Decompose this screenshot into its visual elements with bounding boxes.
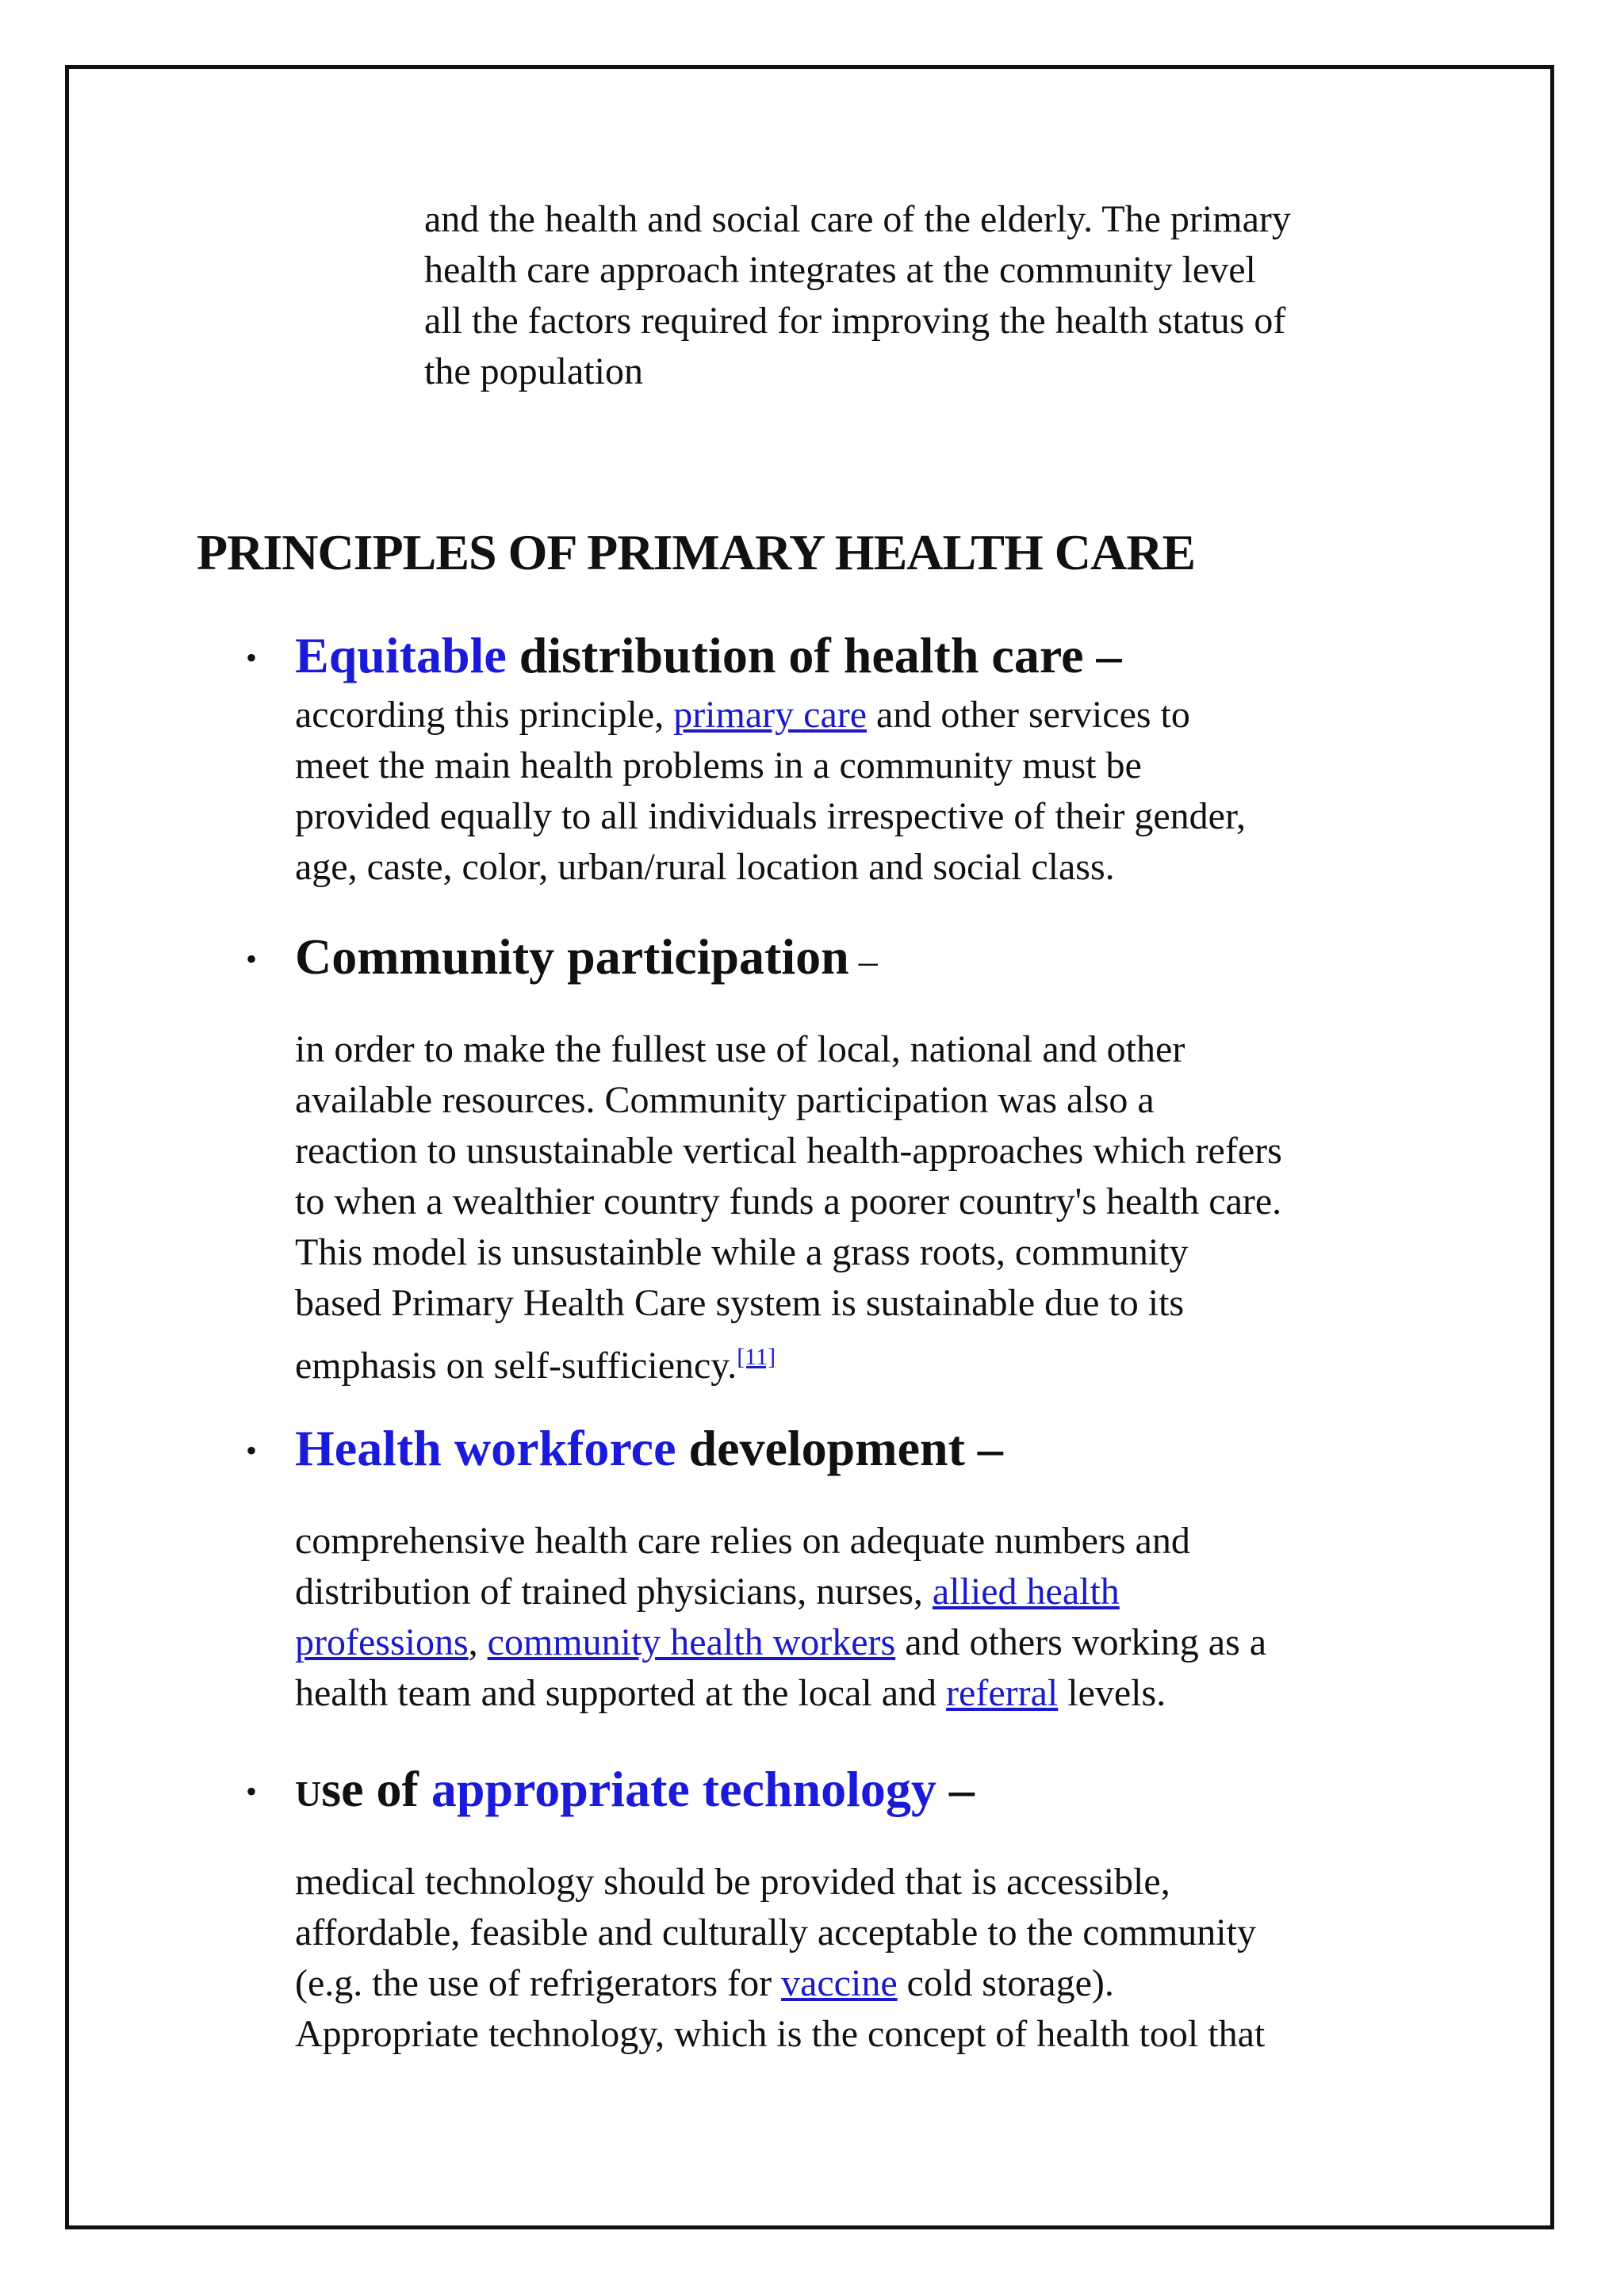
- reference-link[interactable]: [11]: [737, 1344, 776, 1370]
- body-line: Appropriate technology, which is the concept of health tool that: [295, 2013, 1266, 2055]
- principle-title: [295, 1419, 1003, 1478]
- principle-body: [295, 1857, 1469, 2060]
- body-text: according this principle,: [295, 694, 674, 736]
- title-accent: Health workforce: [295, 1420, 676, 1476]
- body-text: health team and supported at the local and: [295, 1672, 947, 1714]
- body-line: available resources. Community participation was also a: [295, 1079, 1155, 1121]
- body-line: [295, 690, 1469, 740]
- body-line: [295, 1958, 1469, 2009]
- link-professions[interactable]: professions: [295, 1621, 469, 1663]
- body-line: [295, 1567, 1469, 1617]
- body-line: affordable, feasible and culturally acceptable to the community: [295, 1911, 1256, 1954]
- bullet-icon: •: [246, 941, 258, 977]
- body-text: ,: [468, 1621, 488, 1663]
- link-allied-health[interactable]: allied health: [932, 1571, 1120, 1613]
- bullet-icon: •: [246, 1774, 258, 1809]
- intro-line: all the factors required for improving the health status of: [424, 300, 1286, 342]
- body-line: meet the main health problems in a community must be: [295, 744, 1142, 786]
- title-rest: development –: [676, 1420, 1003, 1476]
- body-line: reaction to unsustainable vertical health-approaches which refers: [295, 1130, 1282, 1172]
- title-dash: –: [936, 1761, 975, 1817]
- intro-paragraph: [424, 194, 1439, 397]
- principle-body: [295, 690, 1469, 893]
- principle-body: [295, 1516, 1469, 1719]
- principle-title: [295, 626, 1121, 685]
- title-initial: U: [295, 1774, 322, 1814]
- body-line: This model is unsustainble while a grass roots, community: [295, 1231, 1189, 1273]
- link-primary-care[interactable]: primary care: [673, 694, 868, 736]
- body-line: [295, 1668, 1469, 1719]
- body-line: provided equally to all individuals irrespective of their gender,: [295, 795, 1247, 837]
- title-accent: Equitable: [295, 627, 507, 683]
- title-text: Community participation: [295, 928, 849, 985]
- body-line: comprehensive health care relies on adequate numbers and: [295, 1520, 1190, 1562]
- link-community-health-workers[interactable]: community health workers: [487, 1621, 896, 1663]
- body-line: in order to make the fullest use of local, national and other: [295, 1028, 1185, 1070]
- body-text: and other services to: [867, 694, 1190, 736]
- link-vaccine[interactable]: vaccine: [781, 1962, 898, 2004]
- bullet-icon: •: [246, 1433, 258, 1468]
- section-heading: PRINCIPLES OF PRIMARY HEALTH CARE: [197, 524, 1196, 580]
- body-line: based Primary Health Care system is sustainable due to its: [295, 1282, 1185, 1324]
- title-rest: distribution of health care –: [506, 627, 1122, 683]
- body-line: [295, 1617, 1469, 1668]
- body-text: emphasis on self-sufficiency.: [295, 1345, 737, 1387]
- title-accent: appropriate technology: [431, 1761, 936, 1817]
- intro-line: the population: [424, 350, 643, 392]
- title-dash: –: [848, 940, 878, 982]
- body-text: distribution of trained physicians, nurses,: [295, 1571, 933, 1613]
- body-line: to when a wealthier country funds a poorer country's health care.: [295, 1181, 1282, 1223]
- principle-title: [295, 928, 878, 986]
- bullet-icon: •: [246, 640, 258, 675]
- intro-line: health care approach integrates at the community level: [424, 249, 1256, 291]
- body-text: levels.: [1058, 1672, 1166, 1714]
- body-line: medical technology should be provided that is accessible,: [295, 1861, 1170, 1903]
- body-text: cold storage).: [897, 1962, 1114, 2004]
- principle-title: [295, 1760, 975, 1819]
- link-referral[interactable]: referral: [946, 1672, 1059, 1714]
- body-line: age, caste, color, urban/rural location and social class.: [295, 846, 1115, 888]
- principle-body: [295, 1024, 1469, 1391]
- body-line: [295, 1329, 1469, 1391]
- body-text: (e.g. the use of refrigerators for: [295, 1962, 782, 2004]
- intro-line: and the health and social care of the elderly. The primary: [424, 198, 1291, 240]
- title-pre: se of: [321, 1761, 431, 1817]
- body-text: and others working as a: [895, 1621, 1267, 1663]
